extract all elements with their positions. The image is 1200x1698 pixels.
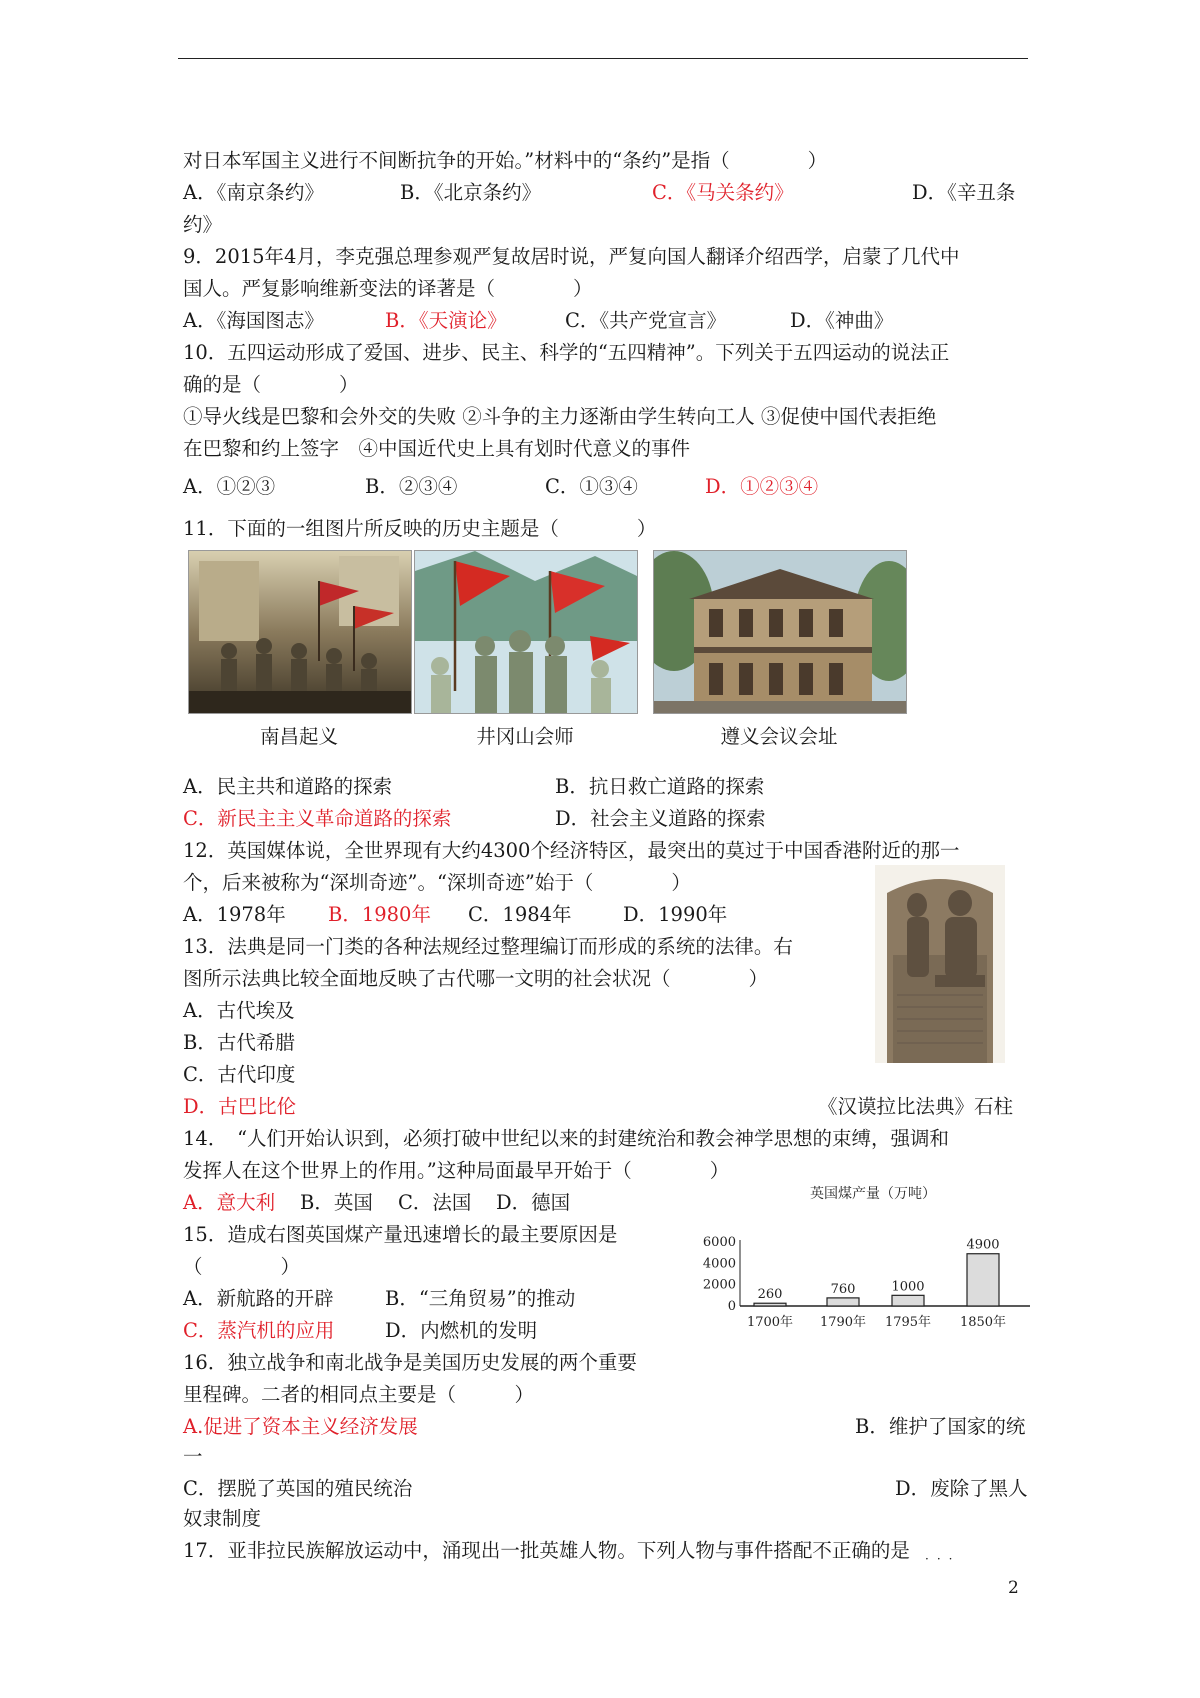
- q10-line2: 确的是（ ）: [183, 373, 359, 396]
- q11-option-b: B．抗日救亡道路的探索: [555, 775, 765, 798]
- page-number: 2: [1008, 1578, 1019, 1598]
- q13-option-d: D．古巴比伦: [183, 1095, 297, 1118]
- q10-option-a: A．①②③: [183, 475, 276, 498]
- bar-1850年: [967, 1254, 999, 1306]
- q14-option-b: B．英国: [300, 1191, 373, 1214]
- q11-option-d: D．社会主义道路的探索: [555, 807, 766, 830]
- q13-image-caption: 《汉谟拉比法典》石柱: [818, 1095, 1014, 1118]
- q12-option-d: D．1990年: [623, 903, 728, 926]
- q9-line1: 9．2015年4月，李克强总理参观严复故居时说，严复向国人翻译介绍西学，启蒙了几代中: [183, 245, 960, 268]
- emphasis-dots: ···: [925, 1552, 961, 1566]
- q11-stem: 11．下面的一组图片所反映的历史主题是（ ）: [183, 517, 657, 540]
- q15-option-d: D．内燃机的发明: [385, 1319, 538, 1342]
- q15-line2: （ ）: [183, 1255, 301, 1278]
- q8-stem: 对日本军国主义进行不间断抗争的开始。”材料中的“条约”是指（ ）: [183, 149, 828, 172]
- q16-option-d-wrap: 奴隶制度: [183, 1507, 262, 1530]
- bar-data-label: 260: [757, 1287, 783, 1303]
- q8-option-d: D．《辛丑条: [912, 181, 1016, 204]
- q15-option-c: C．蒸汽机的应用: [183, 1319, 335, 1342]
- q14-line1: 14． “人们开始认识到，必须打破中世纪以来的封建统治和教会神学思想的束缚，强调和: [183, 1127, 950, 1150]
- q8-option-b: B．《北京条约》: [400, 181, 542, 204]
- q13-line1: 13．法典是同一门类的各种法规经过整理编订而形成的系统的法律。右: [183, 935, 793, 958]
- bar-1795年: [892, 1295, 924, 1306]
- q13-option-c: C．古代印度: [183, 1063, 296, 1086]
- q10-line1: 10．五四运动形成了爱国、进步、民主、科学的“五四精神”。下列关于五四运动的说法正: [183, 341, 950, 364]
- q16-option-d: D．废除了黑人: [895, 1477, 1028, 1500]
- hammurabi-stele-image: [875, 865, 1005, 1063]
- bar-data-label: 760: [830, 1281, 856, 1297]
- q9-option-c: C．《共产党宣言》: [565, 309, 727, 332]
- q15-option-b: B．“三角贸易”的推动: [385, 1287, 576, 1310]
- q14-option-d: D．德国: [496, 1191, 571, 1214]
- y-tick-label: 0: [727, 1299, 736, 1314]
- q12-line2: 个，后来被称为“深圳奇迹”。“深圳奇迹”始于（ ）: [183, 871, 691, 894]
- q16-option-c: C．摆脱了英国的殖民统治: [183, 1477, 413, 1500]
- q10-line4: 在巴黎和约上签字 ④中国近代史上具有划时代意义的事件: [183, 437, 691, 460]
- chart-title: 英国煤产量（万吨）: [810, 1186, 936, 1202]
- nanchang-uprising-image: [188, 550, 412, 714]
- q13-line2: 图所示法典比较全面地反映了古代哪一文明的社会状况（ ）: [183, 967, 769, 990]
- header-rule: [178, 58, 1028, 59]
- x-tick-label: 1700年: [746, 1315, 794, 1330]
- q16-option-b-wrap: 一: [183, 1445, 203, 1468]
- q13-option-a: A．古代埃及: [183, 999, 295, 1022]
- q13-option-b: B．古代希腊: [183, 1031, 295, 1054]
- q16-option-a: A.促进了资本主义经济发展: [183, 1415, 418, 1438]
- q11-option-c: C．新民主主义革命道路的探索: [183, 807, 452, 830]
- q9-option-d: D．《神曲》: [790, 309, 894, 332]
- q15-line1: 15．造成右图英国煤产量迅速增长的最主要原因是: [183, 1223, 618, 1246]
- q8-option-d-wrap: 约》: [183, 213, 223, 236]
- y-tick-label: 2000: [702, 1277, 736, 1293]
- q14-option-c: C．法国: [398, 1191, 472, 1214]
- q12-option-a: A．1978年: [183, 903, 286, 926]
- y-tick-label: 6000: [702, 1235, 736, 1250]
- caption-nanchang: 南昌起义: [259, 725, 338, 748]
- caption-jinggangshan: 井冈山会师: [476, 725, 574, 748]
- q8-option-c: C．《马关条约》: [652, 181, 794, 204]
- x-tick-label: 1850年: [959, 1315, 1007, 1330]
- x-tick-label: 1790年: [819, 1315, 867, 1330]
- caption-zunyi: 遵义会议会址: [720, 725, 838, 748]
- q10-line3: ①导火线是巴黎和会外交的失败 ②斗争的主力逐渐由学生转向工人 ③促使中国代表拒绝: [183, 405, 937, 428]
- bar-data-label: 1000: [891, 1279, 925, 1295]
- q12-line1: 12．英国媒体说，全世界现有大约4300个经济特区，最突出的莫过于中国香港附近的那一: [183, 839, 960, 862]
- jinggangshan-meeting-image: [414, 550, 638, 714]
- bar-1790年: [827, 1298, 859, 1306]
- q10-option-c: C．①③④: [545, 475, 638, 498]
- q11-option-a: A．民主共和道路的探索: [183, 775, 393, 798]
- q9-line2: 国人。严复影响维新变法的译著是（ ）: [183, 277, 593, 300]
- q12-option-c: C．1984年: [468, 903, 572, 926]
- q10-option-d: D．①②③④: [705, 475, 819, 498]
- q10-option-b: B．②③④: [365, 475, 458, 498]
- q9-option-a: A．《海国图志》: [183, 309, 324, 332]
- bar-1700年: [754, 1303, 786, 1306]
- q12-option-b: B．1980年: [328, 903, 431, 926]
- q8-option-a: A．《南京条约》: [183, 181, 324, 204]
- q9-option-b: B．《天演论》: [385, 309, 507, 332]
- q17-line1: 17．亚非拉民族解放运动中，涌现出一批英雄人物。下列人物与事件搭配不正确的是: [183, 1539, 910, 1562]
- q16-line1: 16．独立战争和南北战争是美国历史发展的两个重要: [183, 1351, 637, 1374]
- zunyi-conference-site-image: [653, 550, 907, 714]
- q14-line2: 发挥人在这个世界上的作用。”这种局面最早开始于（ ）: [183, 1159, 730, 1182]
- q15-option-a: A．新航路的开辟: [183, 1287, 334, 1310]
- q14-option-a: A．意大利: [183, 1191, 276, 1214]
- y-tick-label: 4000: [702, 1256, 736, 1272]
- bar-data-label: 4900: [966, 1237, 1000, 1253]
- coal-output-chart: [698, 1180, 1038, 1340]
- x-tick-label: 1795年: [884, 1315, 932, 1330]
- q16-line2: 里程碑。二者的相同点主要是（ ）: [183, 1383, 535, 1406]
- q16-option-b: B．维护了国家的统: [855, 1415, 1026, 1438]
